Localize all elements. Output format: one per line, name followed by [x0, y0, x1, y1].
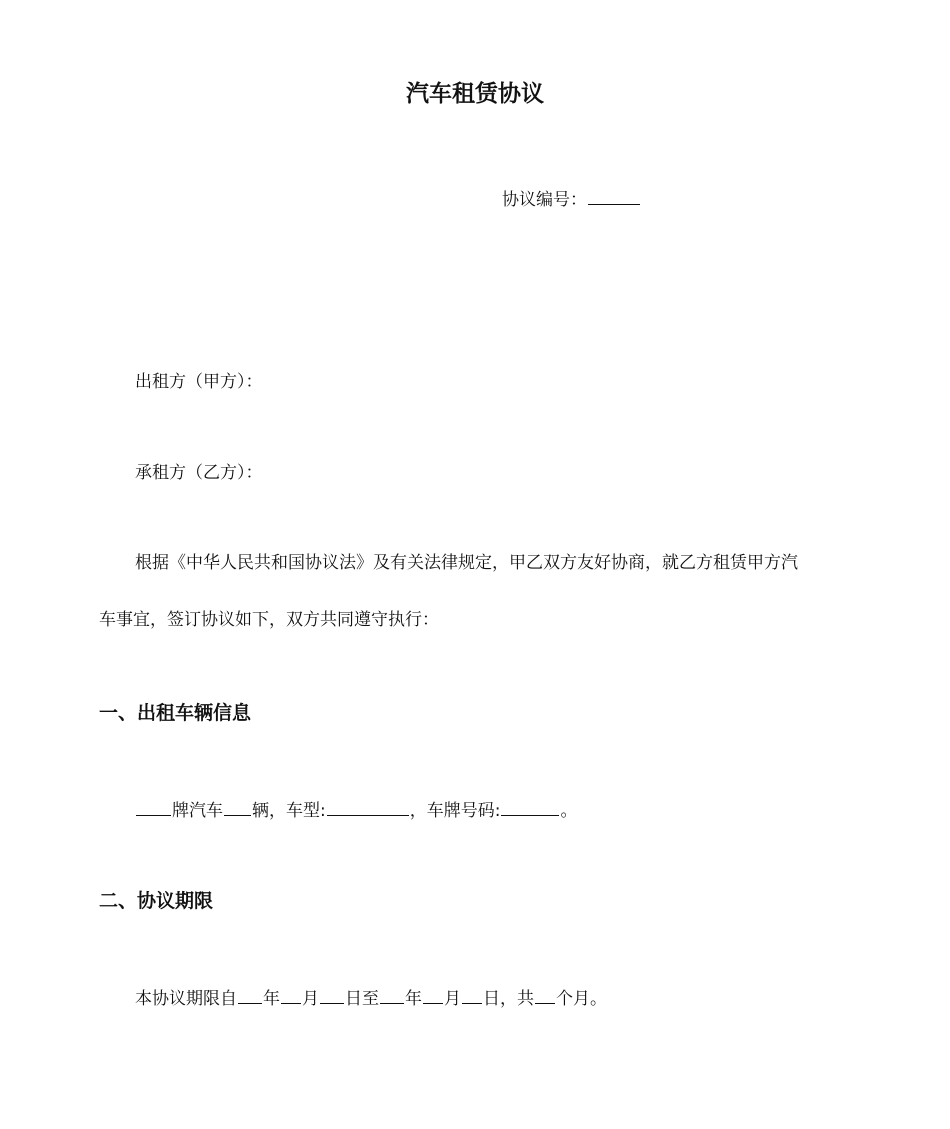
term-text: 个月。 [556, 989, 607, 1009]
agreement-number-line [502, 186, 641, 213]
vehicle-info-text: 。 [560, 801, 578, 821]
vehicle-info-text: 辆，车型: [252, 801, 326, 821]
vehicle-info-line [135, 797, 577, 824]
end-month-blank [423, 985, 443, 1004]
agreement-number-blank [588, 186, 640, 205]
document-title: 汽车租赁协议 [406, 81, 544, 107]
total-months-blank [535, 985, 555, 1004]
term-text: 年 [263, 989, 280, 1009]
start-month-blank [281, 985, 301, 1004]
agreement-term-line [135, 985, 607, 1012]
count-blank [224, 797, 251, 816]
vehicle-info-text: ，车牌号码: [409, 801, 501, 821]
term-text: 月 [302, 989, 319, 1009]
section-2-heading: 二、协议期限 [99, 890, 214, 912]
term-text: 日至 [345, 989, 379, 1009]
end-day-blank [462, 985, 482, 1004]
lessee-label: 承租方（乙方）： [135, 463, 263, 483]
term-text: 年 [405, 989, 422, 1009]
lessor-label: 出租方（甲方）： [135, 372, 263, 392]
preamble-line-2: 车事宜，签订协议如下，双方共同遵守执行： [99, 610, 439, 630]
term-text: 月 [444, 989, 461, 1009]
agreement-number-label: 协议编号： [502, 190, 587, 210]
section-1-heading: 一、出租车辆信息 [99, 702, 252, 724]
model-blank [327, 797, 409, 816]
term-text: 日，共 [483, 989, 534, 1009]
vehicle-info-text: 牌汽车 [172, 801, 223, 821]
preamble-line-1: 根据《中华人民共和国协议法》及有关法律规定，甲乙双方友好协商，就乙方租赁甲方汽 [135, 553, 798, 573]
plate-blank [501, 797, 559, 816]
brand-blank [136, 797, 171, 816]
term-text: 本协议期限自 [135, 989, 237, 1009]
start-day-blank [320, 985, 344, 1004]
start-year-blank [238, 985, 262, 1004]
end-year-blank [380, 985, 404, 1004]
